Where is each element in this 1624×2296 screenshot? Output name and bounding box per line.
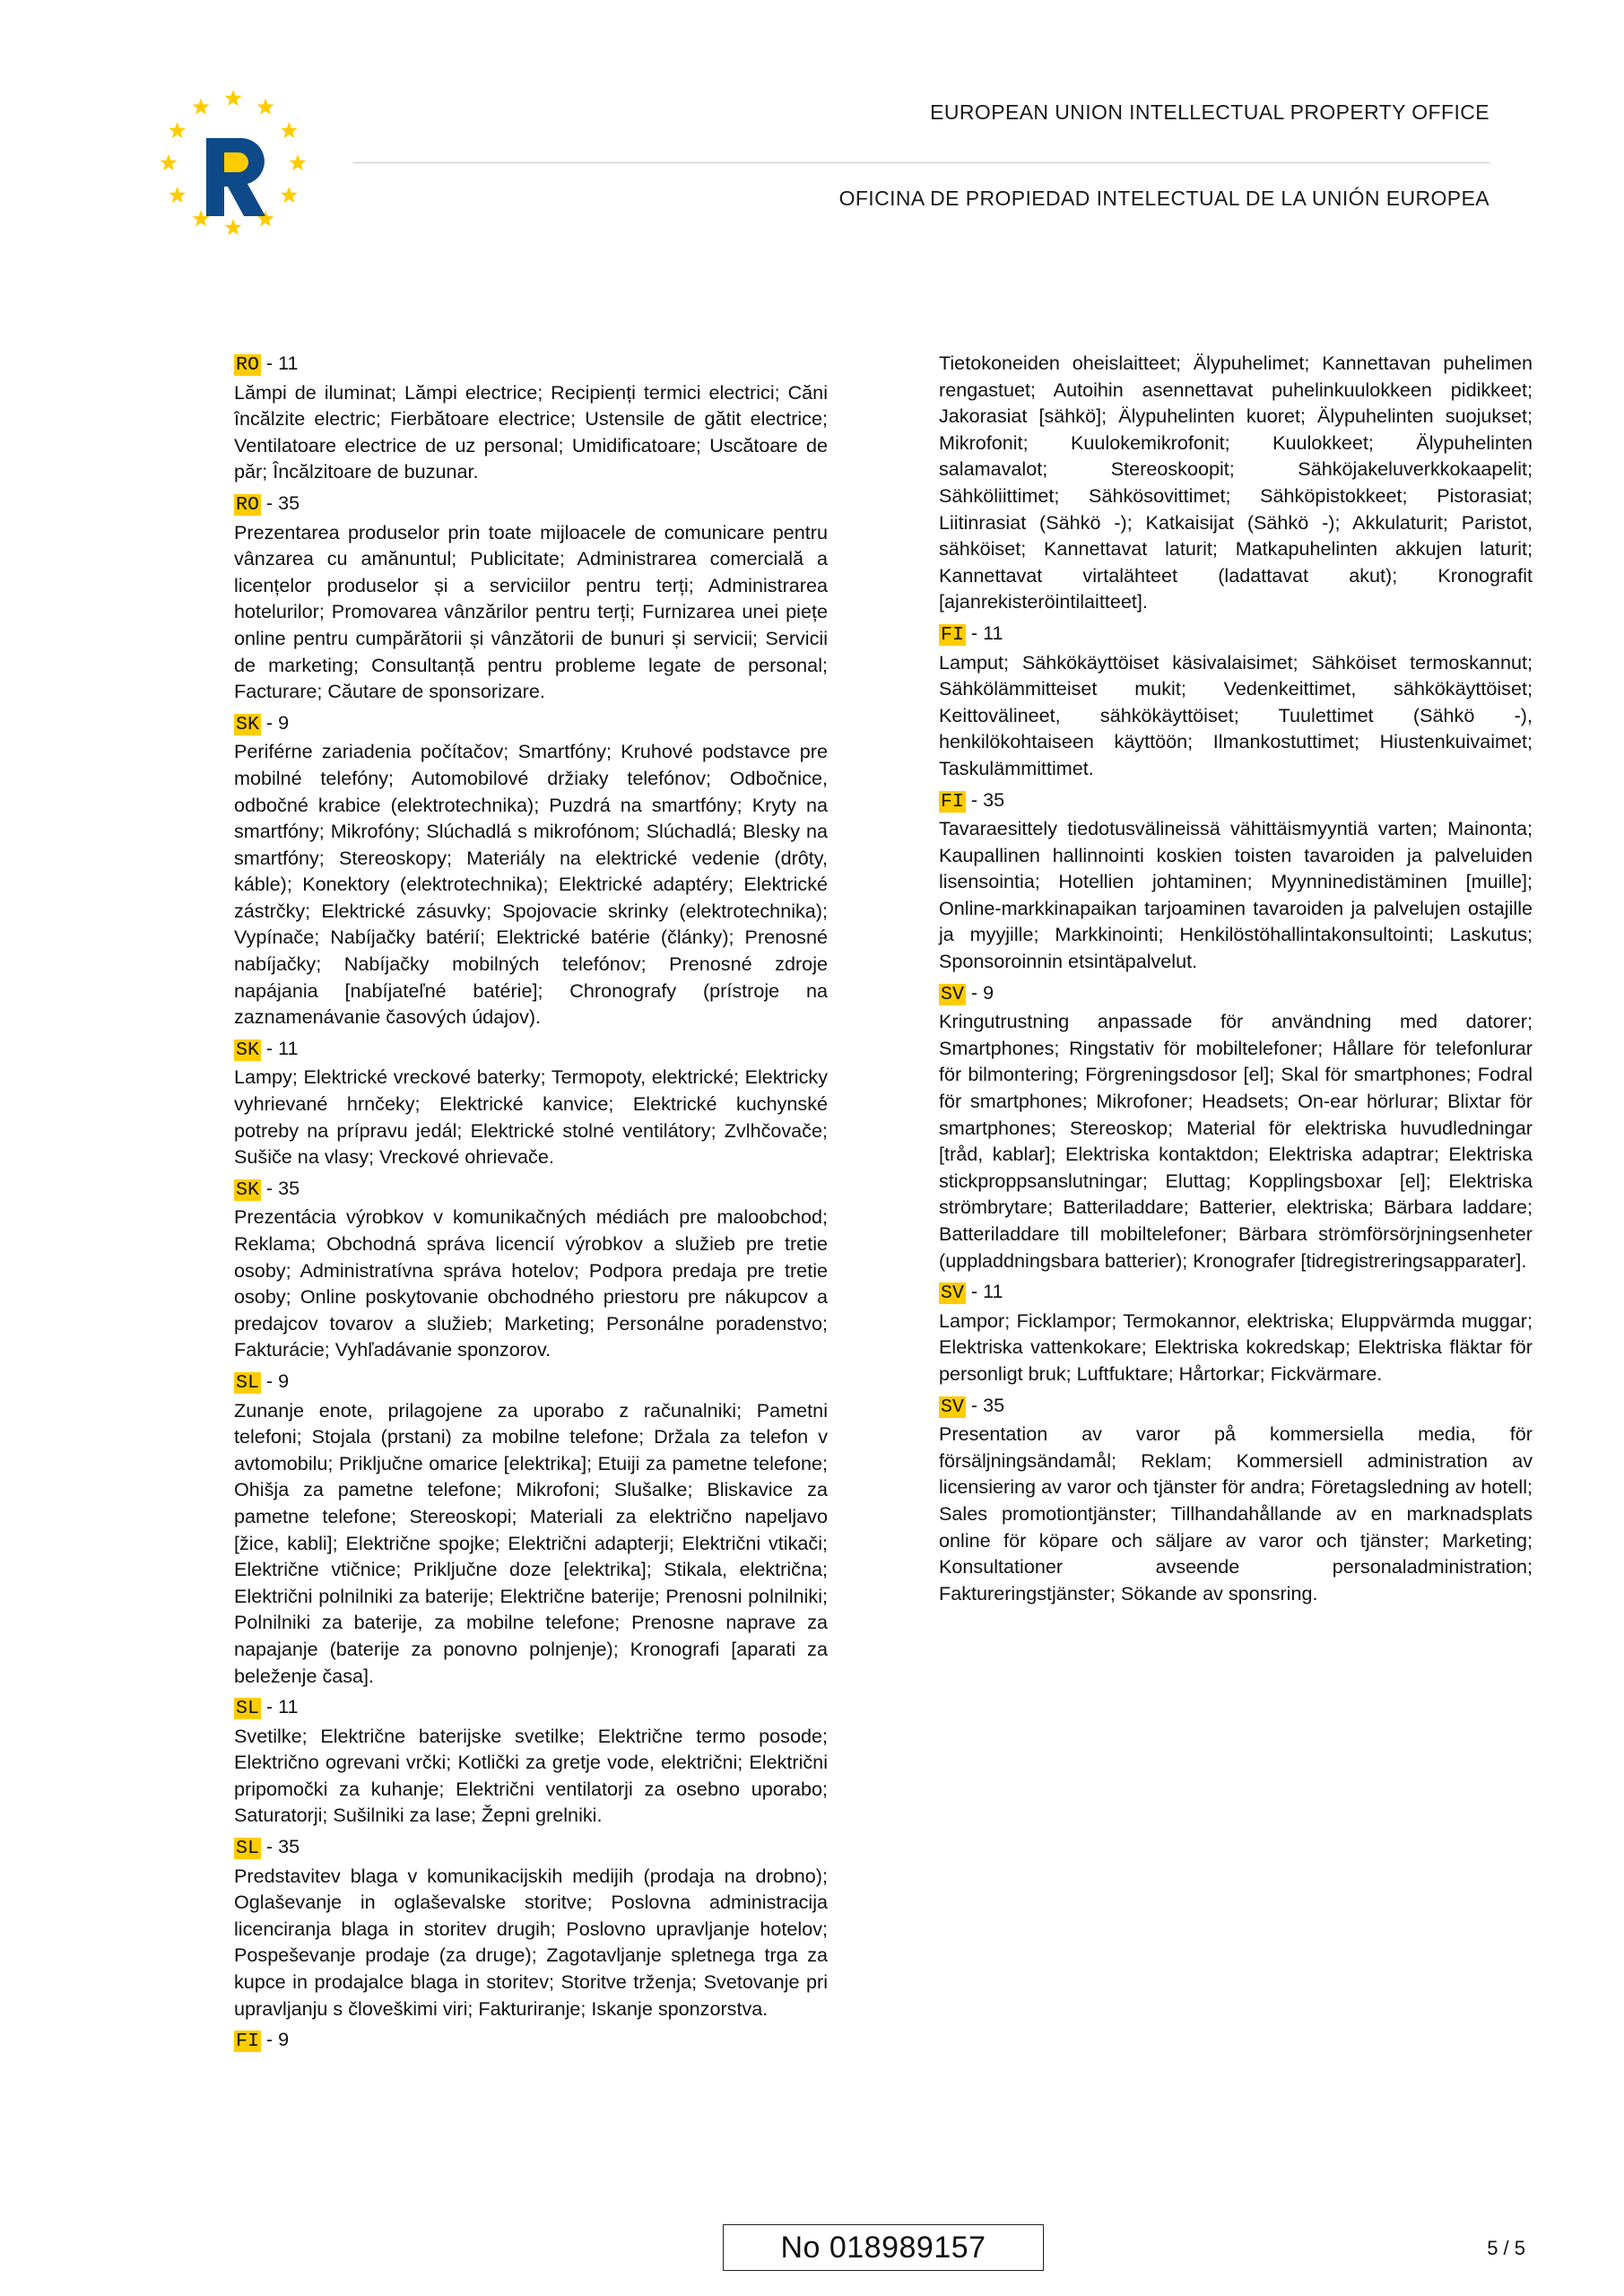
goods-services-entry xyxy=(234,490,828,705)
separator: - xyxy=(260,352,279,374)
entry-header xyxy=(939,1392,1533,1422)
separator: - xyxy=(260,1695,279,1718)
language-code: FI xyxy=(236,2031,259,2053)
goods-services-text: Periférne zariadenia počítačov; Smartfóny; Kruhové podstavce pre mobilné telefóny; Automobilové držiaky telefónov; Odbočnice, odbočné krabice (elektrotechnika); Puzdrá na smartfóny; Kryty na smartfóny; Mikrofóny; Slúchadlá s mikrofónom; Slúchadlá; Blesky na smartfóny; Stereoskopy; Materiály na elektrické vedenie (drôty, káble); Konektory (elektrotechnika); Elektrické adaptéry; Elektrické zástrčky; Elektrické zásuvky; Spojovacie skrinky (elektrotechnika); Vypínače; Nabíjačky batérií; Elektrické batérie (články); Prenosné nabíjačky; Nabíjačky mobilných telefónov; Prenosné zdroje napájania [nabíjateľné batérie]; Chronografy (prístroje na zaznamenávanie časových údajov). xyxy=(234,740,828,1029)
goods-services-entry xyxy=(939,787,1533,975)
goods-services-text: Zunanje enote, prilagojene za uporabo z računalniki; Pametni telefoni; Stojala (prstani) za mobilne telefone; Držala za telefon v avtomobilu; Priključne omarice [elektrika]; Etuiji za pametne telefone; Ohišja za pametne telefone; Mikrofoni; Slušalke; Bliskavice za pametne telefone; Stereoskopi; Materiali za električno napeljavo [žice, kabli]; Električne spojke; Električni adapterji; Električni vtikači; Električne vtičnice; Priključne doze [elektrika]; Stikala, električna; Električni polnilniki za baterije; Električne baterije; Prenosni polnilniki; Polnilniki za baterije, za mobilne telefone; Prenosne naprave za napajanje (baterije za ponovno polnjenje); Kronografi [aparati za beleženje časa]. xyxy=(234,1398,828,1687)
separator: - xyxy=(965,787,984,811)
language-code: SK xyxy=(236,1039,259,1061)
language-code: RO xyxy=(236,354,259,376)
goods-services-text: Tavaraesittely tiedotusvälineissä vähittäismyyntiä varten; Mainonta; Kaupallinen hallinnointi koskien toisten tavaroiden ja palveluiden lisensointia; Hotellien johtaminen; Myynninedistäminen [muille]; Online-markkinapaikan tarjoaminen tavaroiden ja palvelujen ostajille ja myyjille; Markkinointi; Henkilöstöhallintakonsultointi; Laskutus; Sponsoroinnin etsintäpalvelut. xyxy=(939,817,1533,973)
goods-services-text: Lampy; Elektrické vreckové baterky; Termopoty, elektrické; Elektricky vyhrievané hrnčeky; Elektrické kanvice; Elektrické kuchynské potreby na prípravu jedál; Elektrické stolné ventilátory; Zvlhčovače; Sušiče na vlasy; Vreckové ohrievače. xyxy=(234,1065,828,1169)
language-code: SK xyxy=(236,1178,259,1201)
office-name-en: EUROPEAN UNION INTELLECTUAL PROPERTY OFFICE xyxy=(930,100,1489,124)
nice-class-number: 9 xyxy=(278,2028,290,2051)
separator: - xyxy=(260,1369,279,1392)
entry-header xyxy=(234,1035,828,1065)
entry-header xyxy=(234,1693,828,1723)
page-number: 5 / 5 xyxy=(1487,2237,1525,2259)
nice-class-number: 35 xyxy=(278,1835,300,1858)
goods-services-entry xyxy=(234,709,828,1031)
goods-services-text: Kringutrustning anpassade för användning med datorer; Smartphones; Ringstativ för mobiltelefoner; Hållare för telefonlurar för bilmontering; Förgreningsdosor [el]; Skal för smartphones; Fodral för smartphones; Mikrofoner; Headsets; On-ear hörlurar; Blixtar för smartphones; Stereoskop; Material för elektriska huvudledningar [tråd, kablar]; Elektriska kontaktdon; Elektriska adaptrar; Elektriska stickproppsanslutningar; Eluttag; Kopplingsboxar [el]; Elektriska strömbrytare; Batteriladdare; Batterier, elektriska; Bärbara laddare; Batteriladdare till mobiltelefoner; Bärbara strömförsörjningsenheter (uppladdningsbara batterier); Kronografer [tidregistreringsapparater]. xyxy=(939,1010,1533,1272)
separator: - xyxy=(260,1176,279,1199)
left-column xyxy=(234,350,828,2060)
star-icon xyxy=(256,99,274,115)
separator: - xyxy=(260,710,279,734)
separator: - xyxy=(965,1393,984,1416)
goods-services-entry xyxy=(939,620,1533,782)
language-code: FI xyxy=(941,623,964,646)
goods-services-entry xyxy=(234,350,828,485)
nice-class-number: 35 xyxy=(278,1176,300,1199)
entry-header xyxy=(234,2026,828,2056)
goods-services-entry xyxy=(939,979,1533,1274)
separator: - xyxy=(260,1835,279,1858)
registration-number-text: No 018989157 xyxy=(780,2230,986,2265)
nice-class-number: 11 xyxy=(278,1695,299,1718)
goods-services-text: Lampor; Ficklampor; Termokannor, elektriska; Eluppvärmda muggar; Elektriska vattenkokare; Elektriska kokredskap; Elektriska fläktar för personligt bruk; Luftfuktare; Hårtorkar; Fickvärmare. xyxy=(939,1309,1533,1385)
office-name-es: OFICINA DE PROPIEDAD INTELECTUAL DE LA UNIÓN EUROPEA xyxy=(838,187,1489,210)
nice-class-number: 11 xyxy=(278,352,299,374)
nice-class-number: 35 xyxy=(983,1393,1005,1416)
goods-services-text: Tietokoneiden oheislaitteet; Älypuhelimet; Kannettavan puhelimen rengastuet; Autoihin asennettavat puhelinkuulokkeen pidikkeet; Jakorasiat [sähkö]; Älypuhelinten kuoret; Älypuhelinten suojukset; Mikrofonit; Kuulokemikrofonit; Kuulokkeet; Älypuhelinten salamavalot; Stereoskoopit; Sähköjakeluverkkokaapelit; Sähköliittimet; Sähkösovittimet; Sähköpistokkeet; Pistorasiat; Liitinrasiat (Sähkö -); Katkaisijat (Sähkö -); Akkulaturit; Paristot, sähköiset; Kannettavat laturit; Matkapuhelinten akkujen laturit; Kannettavat virtalähteet (ladattavat akut); Kronografit [ajanrekisteröintilaitteet]. xyxy=(939,352,1533,613)
entry-header xyxy=(939,979,1533,1009)
goods-services-entry xyxy=(234,1035,828,1170)
separator: - xyxy=(260,491,279,514)
goods-services-entry xyxy=(939,350,1533,615)
language-code: SL xyxy=(236,1838,259,1860)
goods-services-entry xyxy=(939,1278,1533,1387)
language-code: RO xyxy=(236,493,259,516)
star-icon xyxy=(169,122,186,138)
entry-header xyxy=(234,350,828,379)
nice-class-number: 9 xyxy=(278,1369,290,1392)
language-code: SK xyxy=(236,713,259,735)
entry-header xyxy=(939,620,1533,649)
star-icon xyxy=(169,187,186,203)
separator: - xyxy=(260,2028,279,2051)
separator: - xyxy=(965,980,984,1004)
nice-class-number: 11 xyxy=(983,1280,1003,1303)
star-icon xyxy=(224,90,241,106)
star-icon xyxy=(281,187,298,203)
goods-services-text: Predstavitev blaga v komunikacijskih medijih (prodaja na drobno); Oglaševanje in oglaševalske storitve; Poslovna administracija licenciranja blaga in storitev drugih; Poslovno upravljanje hotelov; Pospeševanje prodaje (za druge); Zagotavljanje spletnega trga za kupce in prodajalce blaga in storitev; Storitve trženja; Svetovanje pri upravljanju s človeškimi viri; Fakturiranje; Iskanje sponzorstva. xyxy=(234,1864,828,2020)
euipo-logo-icon xyxy=(152,83,314,244)
nice-class-number: 9 xyxy=(278,710,290,734)
nice-class-number: 11 xyxy=(983,621,1003,644)
goods-services-text: Svetilke; Električne baterijske svetilke; Električne termo posode; Električno ogrevani vrčki; Kotlički za gretje vode, električni; Električni pripomočki za kuhanje; Električni ventilatorji za osebno uporabo; Saturatorji; Sušilniki za lase; Žepni grelniki. xyxy=(234,1724,828,1827)
star-icon xyxy=(160,154,177,170)
header-divider xyxy=(353,162,1489,163)
language-code: SV xyxy=(941,1283,964,1305)
goods-services-entry xyxy=(234,1175,828,1363)
goods-services-entry xyxy=(939,1392,1533,1607)
right-column xyxy=(939,350,1533,1611)
goods-services-text: Lămpi de iluminat; Lămpi electrice; Recipienți termici electrici; Căni încălzite electric; Fierbătoare electrice; Ustensile de gătit electrice; Ventilatoare electrice de uz personal; Umidificatoare; Uscătoare de păr; Încălzitoare de buzunar. xyxy=(234,380,828,483)
language-code: SL xyxy=(236,1698,259,1720)
language-code: SV xyxy=(941,983,964,1005)
entry-header xyxy=(234,490,828,519)
goods-services-entry xyxy=(234,1368,828,1689)
goods-services-text: Lamput; Sähkökäyttöiset käsivalaisimet; Sähköiset termoskannut; Sähkölämmitteiset mukit; Vedenkeittimet, sähkökäyttöiset; Keittovälineet, sähkökäyttöiset; Tuulettimet (Sähkö -), henkilökohtaiseen käyttöön; Ilmankostuttimet; Hiustenkuivaimet; Taskulämmittimet. xyxy=(939,650,1533,779)
entry-header xyxy=(939,787,1533,816)
goods-services-text: Prezentácia výrobkov v komunikačných médiách pre maloobchod; Reklama; Obchodná správa licencií výrobkov a služieb pre tretie osoby; Administratívna správa hotelov; Podpora predaja pre tretie osoby; Online poskytovanie obchodného priestoru pre nákupcov a predajcov tovarov a služieb; Marketing; Personálne poradenstvo; Fakturácie; Vyhľadávanie sponzorov. xyxy=(234,1205,828,1361)
goods-services-text: Prezentarea produselor prin toate mijloacele de comunicare pentru vânzarea cu amănuntul; Publicitate; Administrarea comercială a licențelor produselor și a serviciilor pentru terți; Administrarea hotelurilor; Promovarea vânzărilor pentru terți; Furnizarea unei piețe online pentru cumpărătorii și vânzătorii de bunuri și servicii; Servicii de marketing; Consultanță pentru probleme legate de personal; Facturare; Căutare de sponsorizare. xyxy=(234,520,828,703)
goods-services-entry xyxy=(234,2026,828,2056)
language-code: FI xyxy=(941,790,964,813)
star-icon xyxy=(192,99,209,115)
separator: - xyxy=(965,1280,984,1303)
language-code: SV xyxy=(941,1396,964,1418)
entry-header xyxy=(939,1278,1533,1308)
nice-class-number: 35 xyxy=(983,787,1005,811)
goods-services-entry xyxy=(234,1693,828,1829)
separator: - xyxy=(965,621,984,644)
registration-number xyxy=(723,2224,1044,2271)
star-icon xyxy=(289,154,306,170)
star-icon xyxy=(224,219,241,235)
nice-class-number: 11 xyxy=(278,1036,299,1059)
entry-header xyxy=(234,1175,828,1205)
separator: - xyxy=(260,1036,279,1059)
nice-class-number: 9 xyxy=(983,980,994,1004)
language-code: SL xyxy=(236,1371,259,1394)
entry-header xyxy=(234,1368,828,1397)
goods-services-text: Presentation av varor på kommersiella media, för försäljningsändamål; Reklam; Kommersiell administration av licensiering av varor och tjänster för andra; Företagsledning av hotell; Sales promotiontjänster; Tillhandahållande av en marknadsplats online för köpare och säljare av varor och tjänster; Marketing; Konsultationer avseende personaladministration; Faktureringstjänster; Sökande av sponsring. xyxy=(939,1422,1533,1605)
star-icon xyxy=(281,122,298,138)
entry-header xyxy=(234,709,828,739)
goods-services-entry xyxy=(234,1833,828,2022)
entry-header xyxy=(234,1833,828,1863)
nice-class-number: 35 xyxy=(278,491,300,514)
